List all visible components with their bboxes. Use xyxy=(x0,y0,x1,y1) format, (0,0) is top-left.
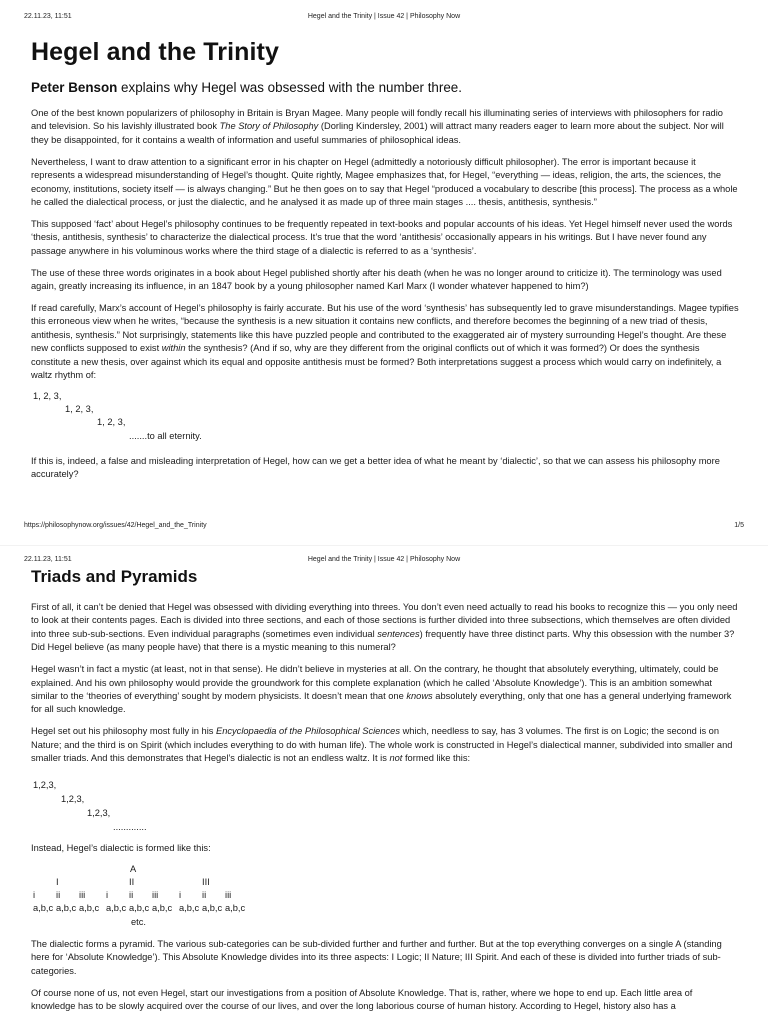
pyramid-leaf: a,b,c xyxy=(202,902,223,913)
waltz-line: ............. xyxy=(113,821,147,832)
pyramid-leaf: a,b,c xyxy=(129,902,150,913)
paragraph: This supposed ‘fact’ about Hegel’s philosophy continues to be frequently repeated in text-books and popular accounts of his ideas. Yet Hegel himself never used the words ‘thesis, antithesis, synthesis’ to characterize the dialectical process. It’s true that the word ‘antithesis’ occasionally appears in his writings. But I have never found any passage anywhere in his voluminous works where the third stage of a dialectic is referred to as a ‘synthesis’. xyxy=(31,218,733,256)
pyramid-sub: ii xyxy=(129,889,134,900)
waltz-line: 1, 2, 3, xyxy=(97,416,126,427)
footer-url: https://philosophynow.org/issues/42/Hegel_and_the_Trinity xyxy=(24,522,207,529)
pyramid-etc: etc. xyxy=(131,916,146,927)
pyramid-sub: iii xyxy=(225,889,232,900)
paragraph: If this is, indeed, a false and misleading interpretation of Hegel, how can we get a better idea of what he meant by ‘dialectic’, so that we can assess his philosophy more accurately? xyxy=(31,455,720,480)
pyramid-leaf: a,b,c xyxy=(106,902,127,913)
waltz-example xyxy=(31,391,739,447)
paragraph: Of course none of us, not even Hegel, start our investigations from a position of Absolute Knowledge. That is, rather, where we hope to end up. Each little area of knowledge has to be slowly acquired over the course of our lives, and over the long laborious course of human history. According to Hegel, history also has a xyxy=(31,987,693,1011)
header-title: Hegel and the Trinity | Issue 42 | Philosophy Now xyxy=(307,556,461,563)
pyramid-sub: i xyxy=(33,889,36,900)
page1-article xyxy=(31,38,739,490)
header-timestamp: 22.11.23, 11:51 xyxy=(24,556,72,563)
pyramid-leaf: a,b,c xyxy=(33,902,54,913)
pyramid-sub: ii xyxy=(202,889,207,900)
pyramid-sub: iii xyxy=(152,889,159,900)
paragraph: Hegel set out his philosophy most fully in his Encyclopaedia of the Philosophical Sciences which, needless to say, has 3 volumes. The first is on Logic; the second is on Nature; and the third is on Spirit (which includes everything to do with human life). The whole work is constructed in Hegel’s dialectical manner, subdivided into smaller and smaller triads. And this demonstrates that Hegel’s dialectic is not an endless waltz. It is not formed like this: xyxy=(31,726,733,764)
footer-page-number: 1/5 xyxy=(734,522,744,529)
pyramid-leaf: a,b,c xyxy=(179,902,200,913)
standfirst-text: explains why Hegel was obsessed with the number three. xyxy=(117,80,462,95)
paragraph: First of all, it can’t be denied that Hegel was obsessed with dividing everything into threes. You don’t even need actually to read his books to recognize this — you only need to look at their contents pages. Each is divided into three sections, and each of those sections is further divided into three subsections, which themselves are often divided into three sub-sub-sections. Even individual paragraphs (sometimes even individual sentences) frequently have three distinct parts. Why this obsession with the number 3? Did Hegel believe (as many people have) that there is a mystic meaning to this numeral? xyxy=(31,602,738,653)
pyramid-aspect: III xyxy=(202,876,210,887)
page1-header xyxy=(0,13,768,25)
pyramid-leaf: a,b,c xyxy=(225,902,246,913)
pyramid-sub: i xyxy=(179,889,182,900)
pyramid-sub: iii xyxy=(79,889,86,900)
pyramid-aspect: I xyxy=(56,876,59,887)
paragraph: Instead, Hegel’s dialectic is formed like this: xyxy=(31,842,211,853)
pyramid-sub: ii xyxy=(56,889,61,900)
pyramid-leaf: a,b,c xyxy=(56,902,77,913)
waltz-example xyxy=(31,774,739,836)
waltz-line: 1,2,3, xyxy=(33,779,57,790)
waltz-line: 1,2,3, xyxy=(61,793,85,804)
article-title: Hegel and the Trinity xyxy=(31,38,279,66)
paragraph: If read carefully, Marx’s account of Hegel’s philosophy is fairly accurate. But his use of the word ‘synthesis’ has subsequently led to grave misunderstandings. Magee typifies this erroneous view when he writes, “because the synthesis is a new situation it contains new conflicts, and therefore becomes the beginning of a new triad of thesis, antithesis, synthesis.” Not surprisingly, statements like this have puzzled people and contributed to the exaggerated air of mystery surrounding Hegel’s thought. Are these new conflicts supposed to exist within the synthesis? (And if so, why are they different from the original conflicts out of which it was formed?) Or does the synthesis constitute a new thesis, over against which its equal and opposite antithesis must be formed? Both interpretations suggest a process which would carry on indefinitely, a waltz rhythm of: xyxy=(31,302,739,380)
paragraph: Hegel wasn’t in fact a mystic (at least, not in that sense). He didn’t believe in mysteries at all. On the contrary, he thought that absolutely everything, ultimately, could be explained. And his own philosophy would provide the groundwork for this complete explanation (which he called ‘Absolute Knowledge’). This is an ambition somewhat similar to the ‘theories of everything’ sought by modern physicists. It doesn’t mean that one knows absolutely everything, only that one has a general underlying framework for all such knowledge. xyxy=(31,664,732,715)
pyramid-leaf: a,b,c xyxy=(152,902,173,913)
header-title: Hegel and the Trinity | Issue 42 | Philosophy Now xyxy=(307,13,461,20)
pyramid-leaf: a,b,c xyxy=(79,902,100,913)
paragraph: One of the best known popularizers of philosophy in Britain is Bryan Magee. Many people will fondly recall his illuminating series of interviews with philosophers for radio and television. So his lavishly illustrated book The Story of Philosophy (Dorling Kindersley, 2001) will attract many readers eager to learn more about the subject. Nor will they be disappointed, for it contains a wealth of information and useful summaries of philosophical ideas. xyxy=(31,108,724,145)
paragraph: The use of these three words originates in a book about Hegel published shortly after his death (when he was no longer around to criticize it). The terminology was used again, greatly increasing its influence, in an 1847 book by a young philosopher named Karl Marx (I wonder whatever happened to him?) xyxy=(31,267,722,291)
author-name: Peter Benson xyxy=(31,80,118,95)
pyramid-sub: i xyxy=(106,889,109,900)
pyramid-diagram xyxy=(31,864,739,930)
waltz-line: .......to all eternity. xyxy=(129,430,202,441)
page2-article xyxy=(31,567,739,1022)
page-divider xyxy=(0,545,768,546)
paragraph: Nevertheless, I want to draw attention to a significant error in his chapter on Hegel (admittedly a notoriously difficult philosopher). The error is important because it represents a widespread misunderstanding of Hegel’s thought. Quite rightly, Magee emphasizes that, for Hegel, “everything — ideas, religion, the arts, the sciences, the economy, institutions, society itself — is always changing.” But he then goes on to say that Hegel “produced a vocabulary to describe [this process]. The process as a whole he called the dialectical process, or just the dialectic, and he analysed it as made up of three main stages .... thesis, antithesis, synthesis.” xyxy=(31,156,738,207)
pyramid-top: A xyxy=(130,863,137,874)
section-heading: Triads and Pyramids xyxy=(31,567,198,586)
standfirst xyxy=(31,80,739,95)
waltz-line: 1, 2, 3, xyxy=(65,403,94,414)
pyramid-aspect: II xyxy=(129,876,135,887)
paragraph: The dialectic forms a pyramid. The various sub-categories can be sub-divided further and further and further. But at the top everything converges on a single A (standing here for ‘Absolute Knowledge’). This Absolute Knowledge divides into its three aspects: I Logic; II Nature; III Spirit. And each of these is divided into further triads of sub-categories. xyxy=(31,938,722,976)
waltz-line: 1, 2, 3, xyxy=(33,390,62,401)
header-timestamp: 22.11.23, 11:51 xyxy=(24,13,72,20)
waltz-line: 1,2,3, xyxy=(87,807,111,818)
